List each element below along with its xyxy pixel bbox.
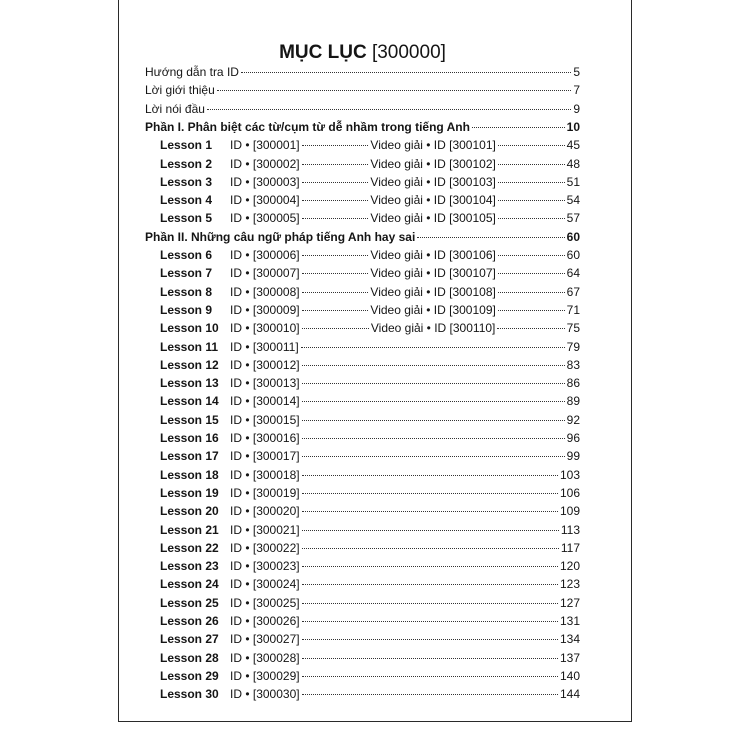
toc-page-number: 60 bbox=[566, 248, 581, 262]
dot-leader bbox=[302, 603, 558, 604]
lesson-id: ID • [300008] bbox=[230, 284, 300, 299]
dot-leader bbox=[302, 292, 369, 293]
toc-lesson-row[interactable] bbox=[145, 687, 580, 703]
toc-entry[interactable] bbox=[145, 65, 580, 81]
toc-page-number: 113 bbox=[560, 522, 580, 537]
toc-lesson-row[interactable] bbox=[145, 193, 580, 209]
toc-page-number: 96 bbox=[566, 431, 580, 445]
toc-page-number: 106 bbox=[559, 485, 580, 500]
lesson-name: Lesson 25 bbox=[160, 595, 219, 610]
dot-leader bbox=[302, 694, 558, 695]
toc-page-number: 48 bbox=[566, 156, 581, 171]
lesson-name: Lesson 30 bbox=[160, 687, 219, 702]
toc-page-number: 127 bbox=[559, 595, 580, 610]
dot-leader bbox=[217, 90, 572, 91]
dot-leader bbox=[498, 292, 565, 293]
lesson-id: ID • [300017] bbox=[230, 449, 300, 464]
toc-page-number: 10 bbox=[566, 119, 580, 134]
lesson-video-id: Video giải • ID [300105] bbox=[370, 211, 496, 226]
lesson-name: Lesson 20 bbox=[160, 504, 219, 519]
lesson-id: ID • [300020] bbox=[230, 504, 300, 519]
toc-page-number: 137 bbox=[559, 650, 580, 665]
toc-page-number: 140 bbox=[559, 668, 580, 683]
toc-page-number: 71 bbox=[566, 302, 581, 317]
lesson-video-id: Video giải • ID [300102] bbox=[370, 156, 496, 171]
toc-lesson-row[interactable] bbox=[145, 577, 580, 593]
toc-title-code: [300000] bbox=[371, 42, 446, 63]
dot-leader bbox=[302, 200, 369, 201]
toc-lesson-row[interactable] bbox=[145, 394, 580, 410]
lesson-id: ID • [300029] bbox=[230, 668, 300, 683]
toc-part-label: Phần II. Những câu ngữ pháp tiếng Anh hay sai bbox=[145, 229, 416, 244]
lesson-id: ID • [300004] bbox=[230, 193, 300, 208]
lesson-name: Lesson 10 bbox=[160, 321, 219, 336]
dot-leader bbox=[302, 530, 559, 531]
toc-lesson-row[interactable] bbox=[145, 614, 580, 630]
toc-page-number: 134 bbox=[559, 632, 580, 647]
dot-leader bbox=[472, 127, 565, 128]
lesson-name: Lesson 28 bbox=[160, 650, 219, 665]
toc-lesson-row[interactable] bbox=[145, 376, 580, 392]
dot-leader bbox=[497, 328, 564, 329]
lesson-video-id: Video giải • ID [300108] bbox=[370, 284, 496, 299]
dot-leader bbox=[498, 273, 565, 274]
toc-page-number: 120 bbox=[559, 559, 580, 574]
lesson-name: Lesson 23 bbox=[160, 559, 219, 574]
toc-lesson-row[interactable] bbox=[145, 358, 580, 374]
toc-lesson-row[interactable] bbox=[145, 486, 580, 502]
toc-lesson-row[interactable] bbox=[145, 504, 580, 520]
lesson-name: Lesson 13 bbox=[160, 376, 219, 391]
lesson-id: ID • [300016] bbox=[230, 431, 300, 445]
lesson-video-id: Video giải • ID [300109] bbox=[370, 302, 496, 317]
dot-leader bbox=[498, 200, 565, 201]
lesson-name: Lesson 24 bbox=[160, 577, 219, 592]
lesson-id: ID • [300010] bbox=[230, 321, 300, 336]
toc-lesson-row[interactable] bbox=[145, 157, 580, 173]
toc-page-number: 117 bbox=[560, 540, 580, 555]
toc-lesson-row[interactable] bbox=[145, 632, 580, 648]
toc-lesson-row[interactable] bbox=[145, 541, 580, 557]
toc-lesson-row[interactable] bbox=[145, 651, 580, 667]
lesson-id: ID • [300012] bbox=[230, 357, 300, 372]
lesson-name: Lesson 19 bbox=[160, 485, 219, 500]
lesson-id: ID • [300022] bbox=[230, 540, 300, 555]
lesson-name: Lesson 2 bbox=[160, 156, 213, 171]
toc-page-number: 60 bbox=[566, 229, 580, 244]
dot-leader bbox=[302, 566, 558, 567]
lesson-name: Lesson 6 bbox=[160, 248, 213, 262]
toc-page-number: 45 bbox=[566, 138, 581, 153]
lesson-name: Lesson 21 bbox=[160, 522, 219, 537]
lesson-name: Lesson 4 bbox=[160, 193, 213, 208]
toc-entry-label: Lời nói đầu bbox=[145, 101, 205, 116]
toc-page-number: 144 bbox=[559, 687, 580, 702]
toc-page-number: 64 bbox=[566, 266, 581, 281]
dot-leader bbox=[498, 255, 565, 256]
dot-leader bbox=[498, 218, 565, 219]
dot-leader bbox=[302, 383, 565, 384]
toc-lesson-row[interactable] bbox=[145, 340, 580, 356]
lesson-name: Lesson 17 bbox=[160, 449, 219, 464]
toc-lesson-row[interactable] bbox=[145, 559, 580, 575]
dot-leader bbox=[302, 456, 565, 457]
lesson-id: ID • [300023] bbox=[230, 559, 300, 574]
toc-lesson-row[interactable] bbox=[145, 431, 580, 447]
toc-page-number: 123 bbox=[559, 577, 580, 592]
toc-entry[interactable] bbox=[145, 83, 580, 99]
toc-page-number: 89 bbox=[566, 394, 580, 409]
dot-leader bbox=[302, 658, 558, 659]
toc-title bbox=[145, 42, 580, 64]
lesson-name: Lesson 14 bbox=[160, 394, 219, 409]
lesson-video-id: Video giải • ID [300110] bbox=[370, 321, 496, 336]
lesson-video-id: Video giải • ID [300107] bbox=[370, 266, 496, 281]
lesson-id: ID • [300018] bbox=[230, 467, 300, 482]
dot-leader bbox=[302, 182, 369, 183]
lesson-id: ID • [300028] bbox=[230, 650, 300, 665]
dot-leader bbox=[302, 511, 558, 512]
dot-leader bbox=[241, 72, 571, 73]
lesson-name: Lesson 18 bbox=[160, 467, 219, 482]
dot-leader bbox=[301, 347, 565, 348]
toc-page-number: 54 bbox=[566, 193, 581, 208]
lesson-name: Lesson 15 bbox=[160, 412, 219, 427]
lesson-id: ID • [300005] bbox=[230, 211, 300, 226]
lesson-id: ID • [300013] bbox=[230, 376, 300, 391]
toc-lesson-row[interactable] bbox=[145, 175, 580, 191]
lesson-video-id: Video giải • ID [300101] bbox=[370, 138, 496, 153]
lesson-name: Lesson 9 bbox=[160, 302, 213, 317]
dot-leader bbox=[302, 145, 369, 146]
lesson-name: Lesson 5 bbox=[160, 211, 213, 226]
lesson-id: ID • [300027] bbox=[230, 632, 300, 647]
toc-lesson-row[interactable] bbox=[145, 596, 580, 612]
dot-leader bbox=[302, 401, 565, 402]
lesson-id: ID • [300025] bbox=[230, 595, 300, 610]
lesson-id: ID • [300019] bbox=[230, 485, 300, 500]
lesson-id: ID • [300009] bbox=[230, 302, 300, 317]
lesson-name: Lesson 11 bbox=[160, 339, 219, 354]
dot-leader bbox=[498, 182, 565, 183]
lesson-name: Lesson 8 bbox=[160, 284, 213, 299]
toc-page-number: 9 bbox=[573, 101, 580, 116]
toc-entry-label: Lời giới thiệu bbox=[145, 83, 215, 98]
dot-leader bbox=[302, 584, 558, 585]
lesson-video-id: Video giải • ID [300103] bbox=[370, 174, 496, 189]
lesson-id: ID • [300015] bbox=[230, 412, 300, 427]
toc-page-number: 131 bbox=[559, 614, 580, 628]
dot-leader bbox=[302, 621, 558, 622]
toc-entry-label: Hướng dẫn tra ID bbox=[145, 65, 239, 79]
dot-leader bbox=[302, 365, 565, 366]
lesson-id: ID • [300014] bbox=[230, 394, 300, 409]
lesson-name: Lesson 1 bbox=[160, 138, 213, 153]
dot-leader bbox=[207, 109, 571, 110]
toc-part-label: Phần I. Phân biệt các từ/cụm từ dễ nhầm trong tiếng Anh bbox=[145, 119, 470, 134]
dot-leader bbox=[302, 310, 369, 311]
toc-entry[interactable] bbox=[145, 102, 580, 118]
toc-page-number: 109 bbox=[559, 504, 580, 519]
toc-lesson-row[interactable] bbox=[145, 413, 580, 429]
dot-leader bbox=[498, 164, 565, 165]
dot-leader bbox=[417, 237, 564, 238]
toc-lesson-row[interactable] bbox=[145, 468, 580, 484]
lesson-name: Lesson 22 bbox=[160, 540, 219, 555]
lesson-id: ID • [300006] bbox=[230, 248, 300, 262]
lesson-id: ID • [300011] bbox=[230, 339, 299, 354]
dot-leader bbox=[302, 273, 369, 274]
toc-page-number: 92 bbox=[566, 412, 580, 427]
dot-leader bbox=[302, 420, 565, 421]
lesson-id: ID • [300003] bbox=[230, 174, 300, 189]
lesson-id: ID • [300002] bbox=[230, 156, 300, 171]
toc-page-number: 86 bbox=[566, 376, 580, 391]
lesson-id: ID • [300026] bbox=[230, 614, 300, 628]
toc-lesson-row[interactable] bbox=[145, 669, 580, 685]
lesson-name: Lesson 12 bbox=[160, 357, 219, 372]
toc-lesson-row[interactable] bbox=[145, 211, 580, 227]
dot-leader bbox=[302, 493, 558, 494]
dot-leader bbox=[498, 310, 565, 311]
lesson-id: ID • [300001] bbox=[230, 138, 300, 153]
toc-part-heading[interactable] bbox=[145, 230, 580, 246]
dot-leader bbox=[302, 328, 369, 329]
toc-lesson-row[interactable] bbox=[145, 285, 580, 301]
toc-page-number: 5 bbox=[573, 65, 580, 79]
lesson-id: ID • [300007] bbox=[230, 266, 300, 281]
toc-page-number: 99 bbox=[566, 449, 580, 464]
lesson-id: ID • [300024] bbox=[230, 577, 300, 592]
lesson-name: Lesson 16 bbox=[160, 431, 219, 445]
toc-lesson-row[interactable] bbox=[145, 248, 580, 264]
toc-page-number: 103 bbox=[559, 467, 580, 482]
dot-leader bbox=[302, 255, 369, 256]
lesson-id: ID • [300030] bbox=[230, 687, 300, 702]
toc-lesson-row[interactable] bbox=[145, 266, 580, 282]
dot-leader bbox=[302, 475, 558, 476]
toc-title-main: MỤC LỤC bbox=[279, 42, 367, 63]
lesson-name: Lesson 29 bbox=[160, 668, 219, 683]
lesson-name: Lesson 27 bbox=[160, 632, 219, 647]
toc-page-number: 57 bbox=[566, 211, 581, 226]
toc-lesson-row[interactable] bbox=[145, 138, 580, 154]
dot-leader bbox=[302, 639, 558, 640]
lesson-name: Lesson 3 bbox=[160, 174, 213, 189]
toc-part-heading[interactable] bbox=[145, 120, 580, 136]
lesson-video-id: Video giải • ID [300106] bbox=[370, 248, 496, 262]
toc-lesson-row[interactable] bbox=[145, 523, 580, 539]
dot-leader bbox=[498, 145, 565, 146]
lesson-name: Lesson 7 bbox=[160, 266, 213, 281]
toc-page-number: 7 bbox=[573, 83, 580, 98]
dot-leader bbox=[302, 218, 369, 219]
toc-lesson-row[interactable] bbox=[145, 449, 580, 465]
toc-page-number: 79 bbox=[566, 339, 580, 354]
toc-page-number: 67 bbox=[566, 284, 581, 299]
dot-leader bbox=[302, 164, 369, 165]
toc-page-number: 83 bbox=[566, 357, 580, 372]
lesson-video-id: Video giải • ID [300104] bbox=[370, 193, 496, 208]
toc-page-number: 51 bbox=[566, 174, 581, 189]
toc-lesson-row[interactable] bbox=[145, 321, 580, 337]
lesson-name: Lesson 26 bbox=[160, 614, 219, 628]
dot-leader bbox=[302, 548, 559, 549]
dot-leader bbox=[302, 438, 565, 439]
lesson-id: ID • [300021] bbox=[230, 522, 300, 537]
dot-leader bbox=[302, 676, 558, 677]
toc-lesson-row[interactable] bbox=[145, 303, 580, 319]
toc-page-number: 75 bbox=[566, 321, 580, 336]
